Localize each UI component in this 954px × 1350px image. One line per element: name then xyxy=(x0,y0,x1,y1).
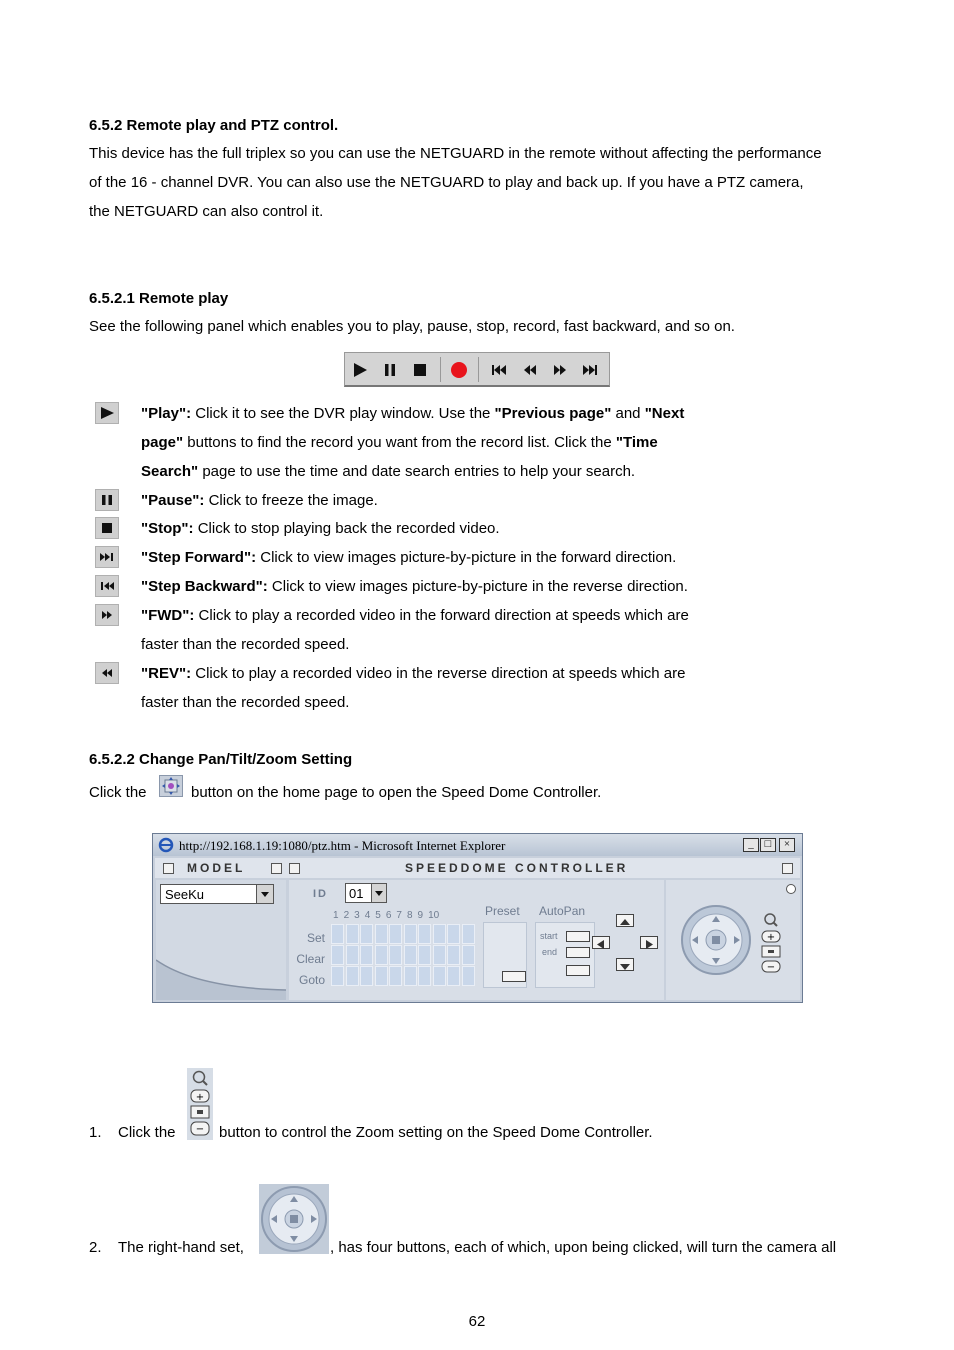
toolbar-divider xyxy=(478,357,479,382)
preset-number: 5 xyxy=(375,910,381,921)
id-select[interactable] xyxy=(345,883,387,903)
legend-fwd xyxy=(141,601,741,659)
preset-grid-cell[interactable] xyxy=(404,966,417,986)
ie-logo-icon xyxy=(158,837,174,853)
step-1-number: 1. xyxy=(89,1124,102,1141)
preset-number: 1 xyxy=(333,910,339,921)
section-652-body xyxy=(89,139,889,226)
legend-term: "Step Forward": xyxy=(141,549,257,566)
preset-grid-cell[interactable] xyxy=(360,945,373,965)
row-labels xyxy=(295,928,325,991)
svg-text:+: + xyxy=(195,1092,205,1103)
step-forward-icon xyxy=(95,546,119,568)
preset-number: 3 xyxy=(354,910,360,921)
legend-term: "FWD": xyxy=(141,607,195,624)
step-2-before: The right-hand set, xyxy=(118,1239,244,1256)
preset-grid-cell[interactable] xyxy=(418,966,431,986)
preset-grid-cell[interactable] xyxy=(433,966,446,986)
step-2-number: 2. xyxy=(89,1239,102,1256)
preset-number: 4 xyxy=(364,910,371,921)
model-value: SeeKu xyxy=(165,887,205,902)
play-icon[interactable] xyxy=(351,361,369,379)
pan-right-button[interactable] xyxy=(640,936,658,949)
body-line: This device has the full triplex so you can use the NETGUARD in the remote without affecting the performance xyxy=(89,145,822,162)
autopan-end-button[interactable] xyxy=(566,947,590,958)
chevron-down-icon[interactable] xyxy=(256,885,273,903)
panel-curve-decoration xyxy=(156,940,286,1000)
preset-grid-cell[interactable] xyxy=(418,924,431,944)
preset-grid-cell[interactable] xyxy=(447,924,460,944)
model-select[interactable] xyxy=(160,884,274,904)
section-heading-6522: 6.5.2.2 Change Pan/Tilt/Zoom Setting xyxy=(89,751,353,768)
preset-box xyxy=(483,922,527,988)
preset-grid-cell[interactable] xyxy=(346,966,359,986)
preset-grid-cell[interactable] xyxy=(462,966,475,986)
legend-desc: Click to view images picture-by-picture in the forward direction. xyxy=(256,549,677,566)
legend-pause xyxy=(141,486,741,515)
id-value: 01 xyxy=(349,886,364,901)
pause-icon[interactable] xyxy=(381,361,399,379)
tilt-up-button[interactable] xyxy=(616,914,634,927)
preset-grid-cell[interactable] xyxy=(462,924,475,944)
preset-grid-cell[interactable] xyxy=(375,924,388,944)
preset-grid xyxy=(331,924,477,990)
preset-grid-cell[interactable] xyxy=(433,945,446,965)
fast-forward-icon[interactable] xyxy=(551,361,569,379)
start-label: start xyxy=(540,931,558,941)
legend-stop xyxy=(141,514,741,543)
preset-grid-cell[interactable] xyxy=(346,924,359,944)
zoom-controls-icon[interactable] xyxy=(760,912,782,982)
preset-button[interactable] xyxy=(502,971,526,982)
preset-number: 10 xyxy=(428,910,440,921)
preset-number: 6 xyxy=(385,910,392,921)
autopan-label: AutoPan xyxy=(539,904,586,918)
row-label-set: Set xyxy=(306,931,325,945)
legend-desc: Click to play a recorded video in the reverse direction at speeds which are xyxy=(191,665,686,682)
legend-term: "Stop": xyxy=(141,520,194,537)
autopan-box xyxy=(535,922,595,988)
step-backward-icon xyxy=(95,575,119,597)
radio-icon[interactable] xyxy=(786,884,796,894)
legend-term: "Next xyxy=(644,405,685,422)
direction-pad-icon[interactable] xyxy=(680,904,752,976)
section-heading-6521: 6.5.2.1 Remote play xyxy=(89,290,229,307)
preset-grid-cell[interactable] xyxy=(418,945,431,965)
window-title: http://192.168.1.19:1080/ptz.htm - Microsoft Internet Explorer xyxy=(179,838,506,853)
legend-desc: page to use the time and date search entries to help your search. xyxy=(198,463,636,480)
legend-desc: faster than the recorded speed. xyxy=(141,694,350,711)
legend-term: "Play": xyxy=(141,405,192,422)
checkbox-icon[interactable] xyxy=(163,863,174,874)
preset-grid-cell[interactable] xyxy=(447,945,460,965)
preset-number: 8 xyxy=(406,910,413,921)
legend-rev xyxy=(141,659,741,717)
svg-text:+: + xyxy=(766,932,776,943)
zoom-controls-icon xyxy=(187,1068,213,1140)
section-6521-intro: See the following panel which enables you to play, pause, stop, record, fast backward, and so on. xyxy=(89,318,735,335)
legend-term: "REV": xyxy=(141,665,192,682)
ptz-panel xyxy=(666,880,800,1000)
legend-term: page" xyxy=(141,434,184,451)
preset-number: 2 xyxy=(343,910,350,921)
legend-term: "Time xyxy=(615,434,658,451)
preset-grid-cell[interactable] xyxy=(360,966,373,986)
legend-desc: Click to stop playing back the recorded video. xyxy=(193,520,500,537)
end-label: end xyxy=(542,947,558,957)
step-1-after: button to control the Zoom setting on the Speed Dome Controller. xyxy=(219,1124,653,1141)
record-icon[interactable] xyxy=(450,361,468,379)
step-2-after: , has four buttons, each of which, upon being clicked, will turn the camera all xyxy=(330,1239,837,1256)
legend-term: "Step Backward": xyxy=(141,578,268,595)
toolbar-divider xyxy=(440,357,441,382)
body-line: of the 16 - channel DVR. You can also use the NETGUARD to play and back up. If you have a PTZ camera, xyxy=(89,174,804,191)
speeddome-controller-window xyxy=(152,833,803,1003)
legend-desc: Click to freeze the image. xyxy=(204,492,378,509)
preset-number: 7 xyxy=(396,910,402,921)
autopan-run-button[interactable] xyxy=(566,965,590,976)
legend-desc: Click to play a recorded video in the forward direction at speeds which are xyxy=(194,607,689,624)
controller-header xyxy=(155,858,800,878)
row-label-goto: Goto xyxy=(298,973,325,987)
preset-grid-cell[interactable] xyxy=(331,966,344,986)
window-titlebar xyxy=(153,834,802,856)
preset-grid-cell[interactable] xyxy=(389,924,402,944)
id-label: ID xyxy=(313,888,328,900)
maximize-button[interactable]: □ xyxy=(760,838,776,852)
controller-label: SPEEDDOME CONTROLLER xyxy=(405,861,629,875)
rewind-icon[interactable] xyxy=(521,361,539,379)
legend-term: "Previous page" xyxy=(494,405,612,422)
model-panel xyxy=(156,880,286,1000)
section-heading-652: 6.5.2 Remote play and PTZ control. xyxy=(89,117,339,134)
direction-pad-icon xyxy=(259,1184,329,1254)
step-1-before: Click the xyxy=(118,1124,176,1141)
tilt-down-button[interactable] xyxy=(616,958,634,971)
preset-grid-cell[interactable] xyxy=(375,966,388,986)
playback-toolbar xyxy=(344,352,610,387)
preset-grid-cell[interactable] xyxy=(433,924,446,944)
fast-forward-icon xyxy=(95,604,119,626)
body-line: the NETGUARD can also control it. xyxy=(89,203,324,220)
stop-icon xyxy=(95,517,119,539)
ptz-button-icon xyxy=(159,775,183,797)
legend-step-forward xyxy=(141,543,741,572)
legend-desc: Click to view images picture-by-picture in the reverse direction. xyxy=(267,578,688,595)
model-label: MODEL xyxy=(187,861,246,875)
preset-grid-cell[interactable] xyxy=(375,945,388,965)
rewind-icon xyxy=(95,662,119,684)
autopan-start-button[interactable] xyxy=(566,931,590,942)
legend-play xyxy=(141,399,741,486)
preset-grid-cell[interactable] xyxy=(462,945,475,965)
svg-text:−: − xyxy=(195,1124,205,1135)
legend-term: "Pause": xyxy=(141,492,205,509)
step-forward-icon[interactable] xyxy=(581,361,599,379)
chevron-down-icon[interactable] xyxy=(371,884,386,902)
pause-icon xyxy=(95,489,119,511)
preset-label: Preset xyxy=(485,904,520,918)
preset-grid-cell[interactable] xyxy=(404,924,417,944)
preset-number: 9 xyxy=(417,910,424,921)
minimize-button[interactable]: _ xyxy=(743,838,759,852)
checkbox-icon[interactable] xyxy=(782,863,793,874)
preset-grid-cell[interactable] xyxy=(346,945,359,965)
click-after-text: button on the home page to open the Speed Dome Controller. xyxy=(191,784,602,801)
preset-grid-cell[interactable] xyxy=(404,945,417,965)
legend-desc: faster than the recorded speed. xyxy=(141,636,350,653)
preset-grid-cell[interactable] xyxy=(389,966,402,986)
checkbox-icon[interactable] xyxy=(271,863,282,874)
stop-icon[interactable] xyxy=(411,361,429,379)
preset-grid-cell[interactable] xyxy=(389,945,402,965)
preset-grid-cell[interactable] xyxy=(447,966,460,986)
preset-number-row xyxy=(333,910,439,921)
click-the-text: Click the xyxy=(89,784,147,801)
page-number: 62 xyxy=(468,1313,486,1330)
play-icon xyxy=(95,402,119,424)
preset-grid-cell[interactable] xyxy=(331,945,344,965)
legend-desc: and xyxy=(611,405,645,422)
pan-left-button[interactable] xyxy=(592,936,610,949)
close-button[interactable]: × xyxy=(779,838,795,852)
legend-desc: Click it to see the DVR play window. Use the xyxy=(191,405,495,422)
row-label-clear: Clear xyxy=(296,952,325,966)
step-backward-icon[interactable] xyxy=(490,361,508,379)
legend-desc: buttons to find the record you want from the record list. Click the xyxy=(183,434,616,451)
preset-grid-cell[interactable] xyxy=(360,924,373,944)
preset-grid-cell[interactable] xyxy=(331,924,344,944)
checkbox-icon[interactable] xyxy=(289,863,300,874)
legend-term: Search" xyxy=(141,463,199,480)
svg-text:−: − xyxy=(766,962,776,973)
legend-step-backward xyxy=(141,572,741,601)
